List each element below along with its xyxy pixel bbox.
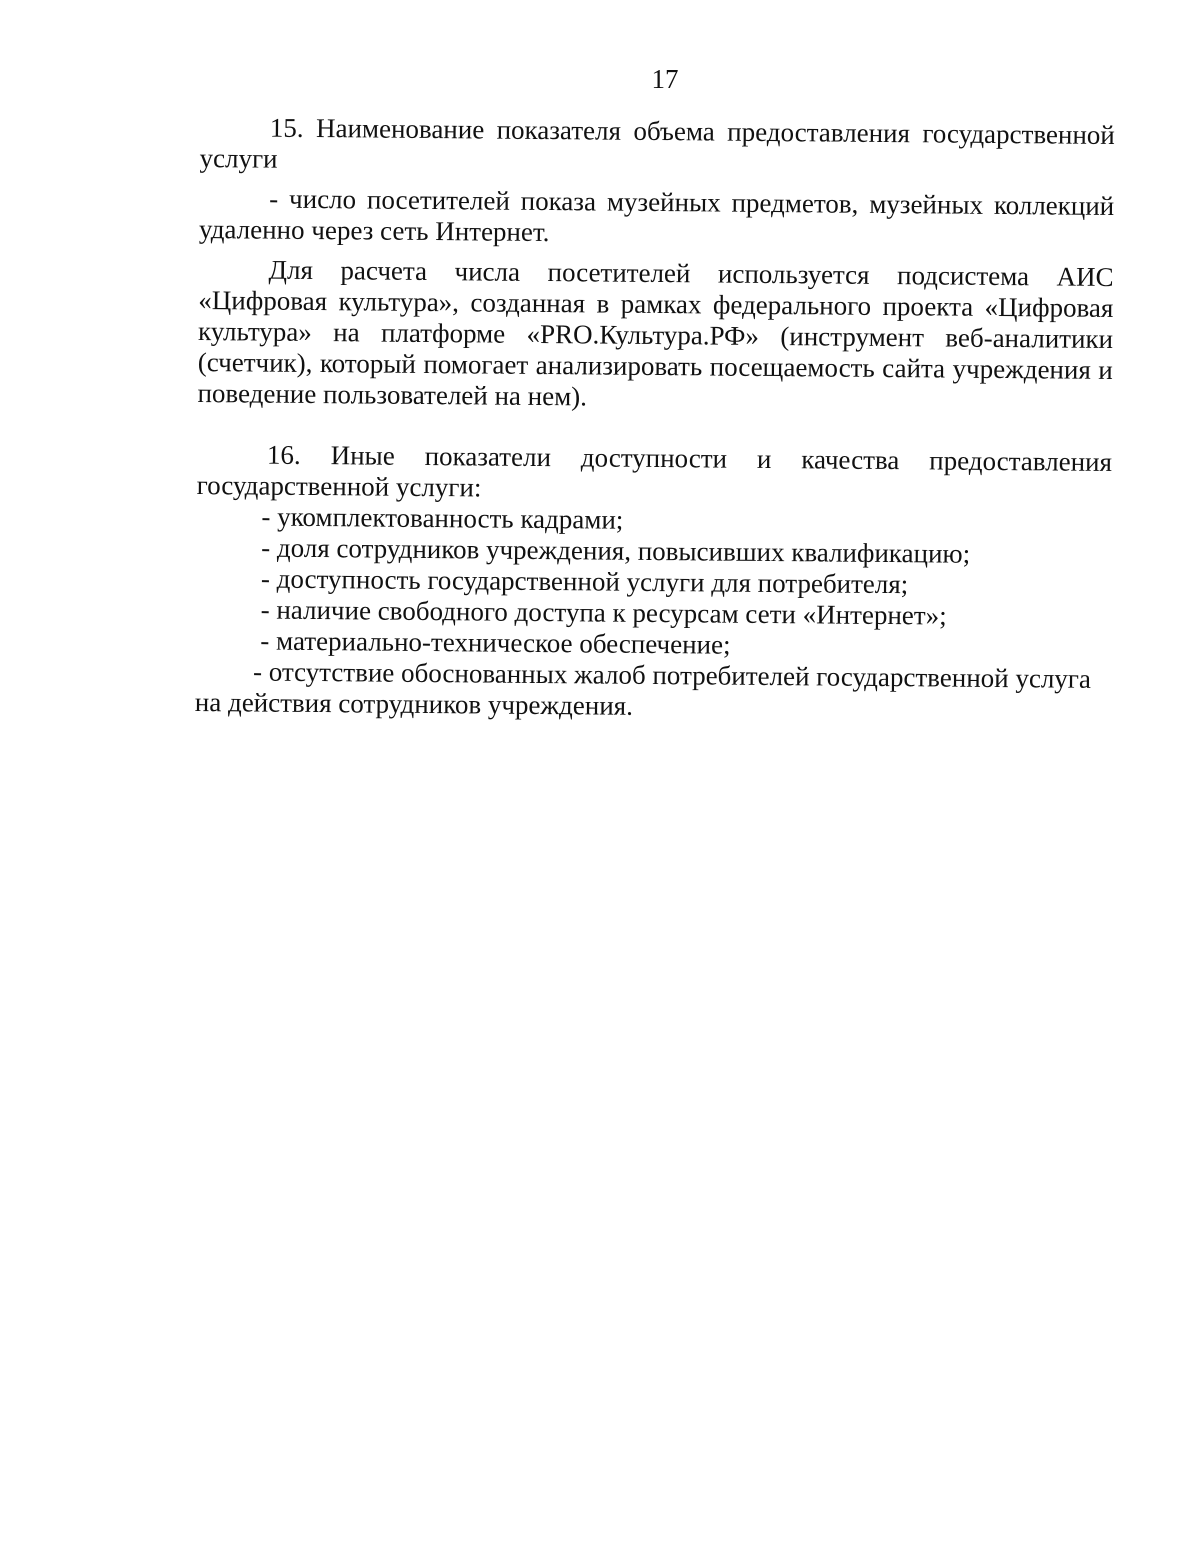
list-item: - доля сотрудников учреждения, повысивших квалификацию;	[261, 532, 971, 569]
section-16-heading: 16. Иные показатели доступности и качества предоставления государственной услуги:	[196, 439, 1113, 503]
list-item: - укомплектованность кадрами;	[261, 501, 624, 535]
page-number: 17	[651, 64, 679, 94]
section-15-metric: - число посетителей показа музейных предметов, музейных коллекций удаленно через сеть Интернет.	[198, 183, 1115, 248]
section-15-heading: 15. Наименование показателя объема предоставления государственной услуги	[199, 112, 1115, 174]
section-15-description: Для расчета числа посетителей используется подсистема АИС «Цифровая культура», созданная в рамках федерального проекта «Цифровая культура» на платформе «PRO.Культура.РФ» (инструмент веб-аналитики (счетчик), который помогает анализировать посещаемость сайта учреждения и поведение пользователей на нем).	[197, 254, 1114, 412]
list-item: - отсутствие обоснованных жалоб потребителей государственной услуга на действия сотрудников учреждения.	[194, 656, 1092, 721]
list-item: - доступность государственной услуги для потребителя;	[260, 563, 909, 600]
section-16-list	[195, 501, 1112, 726]
list-item: - материально-техническое обеспечение;	[260, 625, 731, 660]
list-item: - наличие свободного доступа к ресурсам сети «Интернет»;	[260, 594, 947, 631]
document-body	[195, 112, 1115, 726]
